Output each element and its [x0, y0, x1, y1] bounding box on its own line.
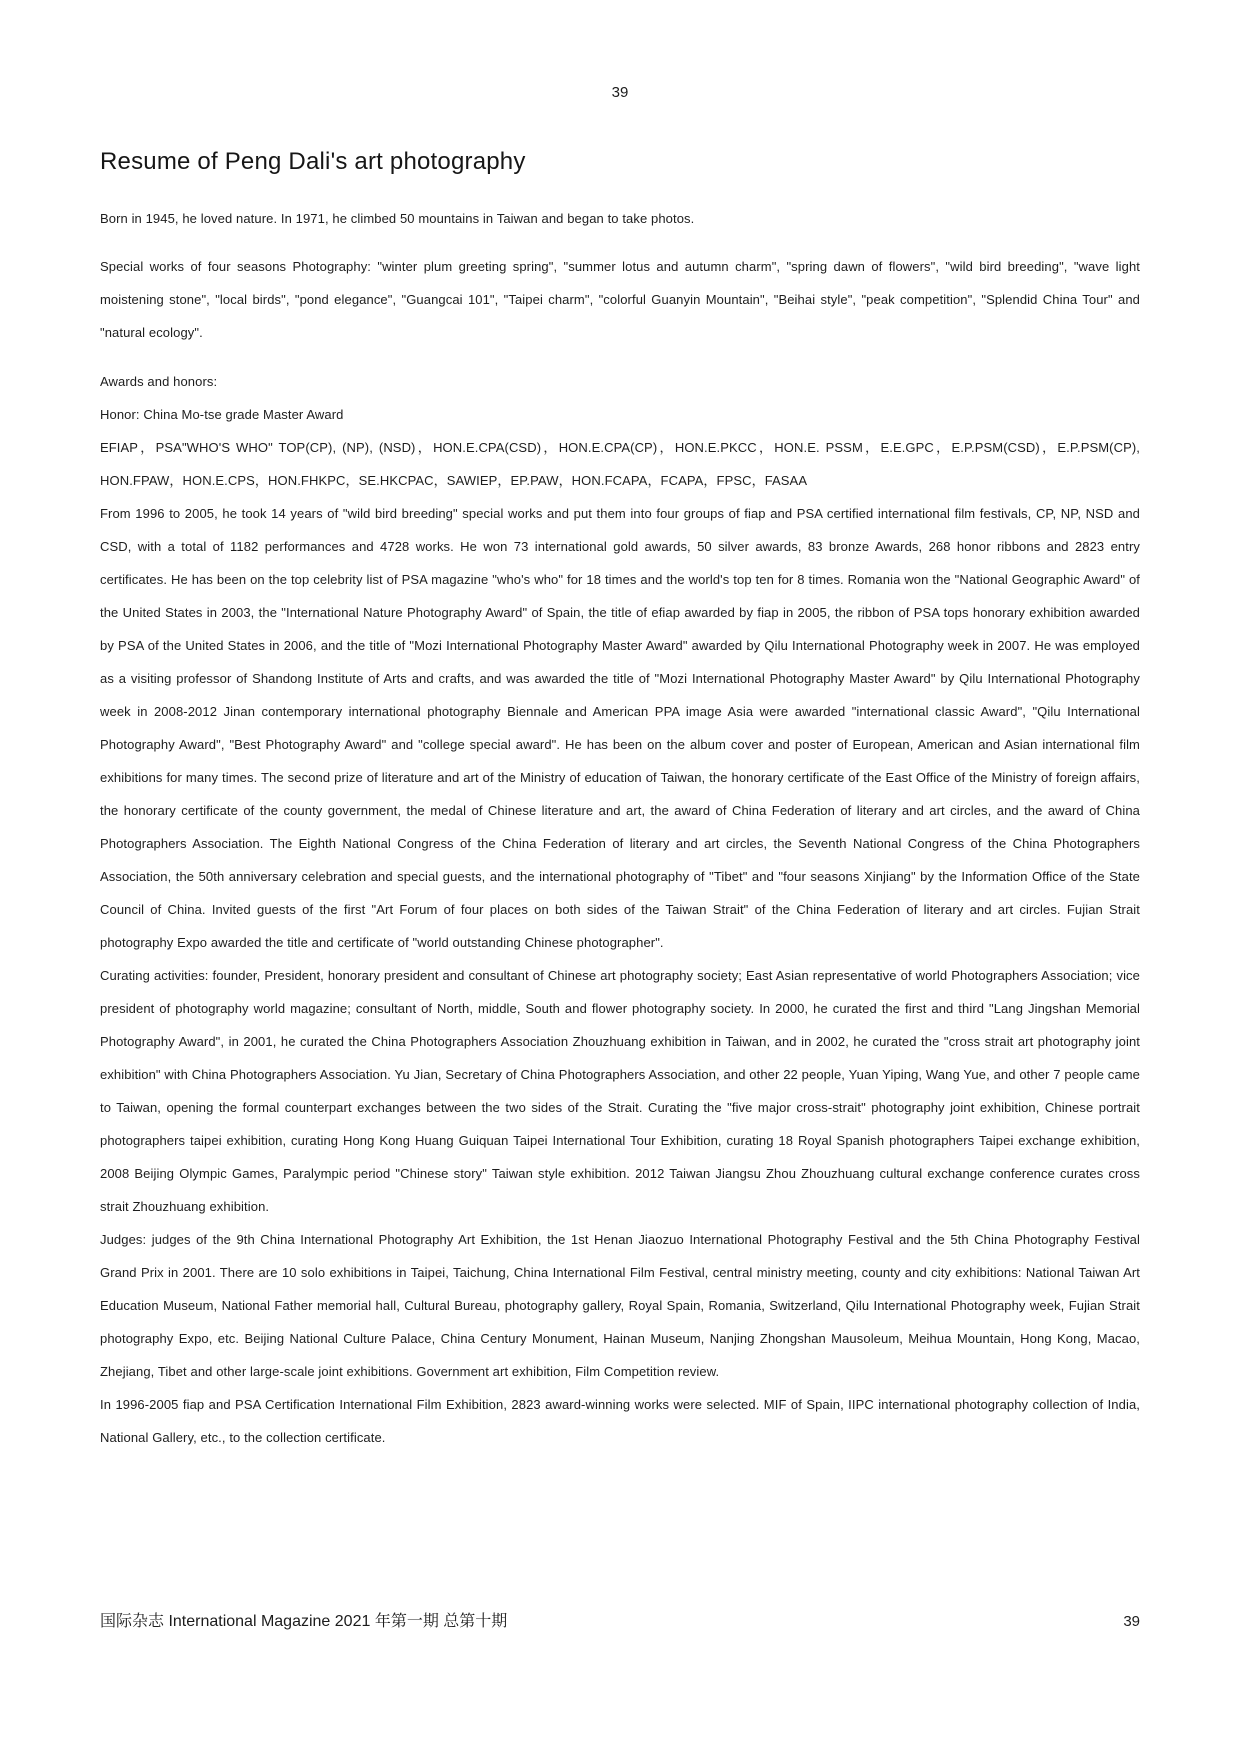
intro-paragraph: Born in 1945, he loved nature. In 1971, he climbed 50 mountains in Taiwan and began to take photos. [100, 211, 695, 226]
special-works-paragraph: Special works of four seasons Photography: "winter plum greeting spring", "summer lotus and autumn charm", "spring dawn of flowers", "wild bird breeding", "wave light moistening stone", "local birds", "pond elegance", "Guangcai 101", "Taipei charm", "colorful Guanyin Mountain", "Beihai style", "peak competition", "Splendid China Tour" and "natural ecology". [100, 259, 1140, 340]
footer-page-number: 39 [1123, 1613, 1140, 1630]
judges-paragraph: Judges: judges of the 9th China International Photography Art Exhibition, the 1st Henan Jiaozuo International Photography Festival and the 5th China Photography Festival Grand Prix in 2001. There are 10 solo exhibitions in Taipei, Taichung, China International Film Festival, central ministry meeting, county and city exhibitions: National Taiwan Art Education Museum, National Father memorial hall, Cultural Bureau, photography gallery, Royal Spain, Romania, Switzerland, Qilu International Photography week, Fujian Strait photography Expo, etc. Beijing National Culture Palace, China Century Monument, Hainan Museum, Nanjing Zhongshan Mausoleum, Meihua Mountain, Hong Kong, Macao, Zhejiang, Tibet and other large-scale joint exhibitions. Government art exhibition, Film Competition review. [100, 1232, 1140, 1379]
article-title: Resume of Peng Dali's art photography [100, 148, 526, 175]
achievements-paragraph: From 1996 to 2005, he took 14 years of "wild bird breeding" special works and put them into four groups of fiap and PSA certified international film festivals, CP, NP, NSD and CSD, with a total of 1182 performances and 4728 works. He won 73 international gold awards, 50 silver awards, 83 bronze Awards, 268 honor ribbons and 2823 entry certificates. He has been on the top celebrity list of PSA magazine "who's who" for 18 times and the world's top ten for 8 times. Romania won the "National Geographic Award" of the United States in 2003, the "International Nature Photography Award" of Spain, the title of efiap awarded by fiap in 2005, the ribbon of PSA tops honorary exhibition awarded by PSA of the United States in 2006, and the title of "Mozi International Photography Master Award" awarded by Qilu International Photography week in 2007. He was employed as a visiting professor of Shandong Institute of Arts and crafts, and was awarded the title of "Mozi International Photography Master Award" by Qilu International Photography week in 2008-2012 Jinan contemporary international photography Biennale and American PPA image Asia were awarded "international classic Award", "Qilu International Photography Award", "Best Photography Award" and "college special award". He has been on the album cover and poster of European, American and Asian international film exhibitions for many times. The second prize of literature and art of the Ministry of education of Taiwan, the honorary certificate of the East Office of the Ministry of foreign affairs, the honorary certificate of the county government, the medal of Chinese literature and art, the award of China Federation of literary and art circles, and the award of China Photographers Association. The Eighth National Congress of the China Federation of literary and art circles, the Seventh National Congress of the China Photographers Association, the 50th anniversary celebration and special guests, and the international photography of "Tibet" and "four seasons Xinjiang" by the Information Office of the State Council of China. Invited guests of the first "Art Forum of four places on both sides of the Taiwan Strait" of the China Federation of literary and art circles. Fujian Strait photography Expo awarded the title and certificate of "world outstanding Chinese photographer". [100, 506, 1140, 950]
awards-heading: Awards and honors: [100, 374, 218, 389]
footer-magazine-title: 国际杂志 International Magazine 2021 年第一期 总第十期 [100, 1613, 508, 1630]
collections-paragraph: In 1996-2005 fiap and PSA Certification International Film Exhibition, 2823 award-winning works were selected. MIF of Spain, IIPC international photography collection of India, National Gallery, etc., to the collection certificate. [100, 1397, 1140, 1445]
top-page-number: 39 [611, 84, 629, 101]
honor-line: Honor: China Mo-tse grade Master Award [100, 407, 344, 422]
fellowship-titles-line: EFIAP，PSA"WHO'S WHO" TOP(CP), (NP), (NSD)，HON.E.CPA(CSD)，HON.E.CPA(CP)，HON.E.PKCC，HON.E. PSSM，E.E.GPC，E.P.PSM(CSD)，E.P.PSM(CP), HON.FPAW，HON.E.CPS，HON.FHKPC，SE.HKCPAC，SAWIEP，EP.PAW，HON.FCAPA，FCAPA，FPSC，FASAA [100, 440, 1140, 488]
curating-paragraph: Curating activities: founder, President, honorary president and consultant of Chinese art photography society; East Asian representative of world Photographers Association; vice president of photography world magazine; consultant of North, middle, South and flower photography society. In 2000, he curated the first and third "Lang Jingshan Memorial Photography Award", in 2001, he curated the China Photographers Association Zhouzhuang exhibition in Taiwan, and in 2002, he curated the "cross strait art photography joint exhibition" with China Photographers Association. Yu Jian, Secretary of China Photographers Association, and other 22 people, Yuan Yiping, Wang Yue, and other 7 people came to Taiwan, opening the formal counterpart exchanges between the two sides of the Strait. Curating the "five major cross-strait" photography joint exhibition, Chinese portrait photographers taipei exhibition, curating Hong Kong Huang Guiquan Taipei International Tour Exhibition, curating 18 Royal Spanish photographers Taipei exchange exhibition, 2008 Beijing Olympic Games, Paralympic period "Chinese story" Taiwan style exhibition. 2012 Taiwan Jiangsu Zhou Zhouzhuang cultural exchange conference curates cross strait Zhouzhuang exhibition. [100, 968, 1140, 1214]
page-footer [100, 1608, 1140, 1631]
